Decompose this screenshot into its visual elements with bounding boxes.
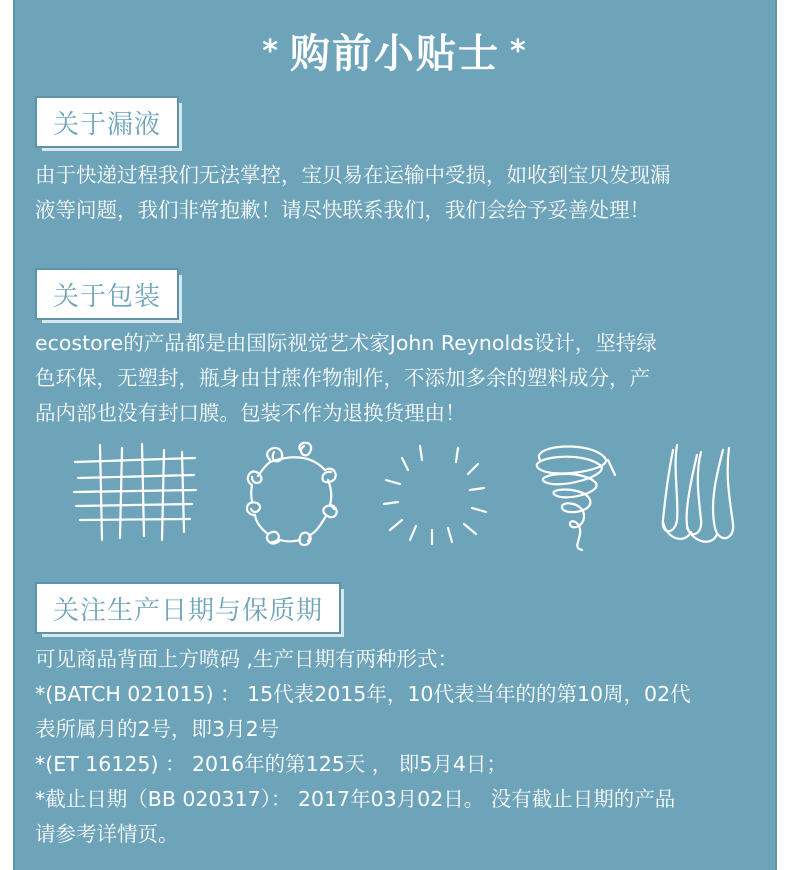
section-body-packaging [35,326,757,431]
burst-doodle-icon [380,440,490,550]
section-heading-packaging: 关于包装 [37,270,177,318]
loops-doodle-icon [655,440,750,550]
swirl-ring-doodle-icon [240,440,350,560]
text-line: 表所属月的2号，即3月2号 [35,717,280,741]
text-line: 由于快递过程我们无法掌控，宝贝易在运输中受损，如收到宝贝发现漏 [35,163,671,187]
text-line: *(ET 16125) ： 2016年的第125天 ， 即5月4日； [35,752,507,776]
text-line: *截止日期（BB 020317）： 2017年03月02日。 没有截止日期的产品 [35,787,676,811]
tornado-doodle-icon [520,440,620,560]
star-icon: * [262,34,280,69]
section-heading-dates: 关注生产日期与保质期 [37,584,339,632]
star-icon: * [510,34,528,69]
page-title [15,22,775,79]
section-heading-leakage: 关于漏液 [37,98,177,146]
text-line: ecostore的产品都是由国际视觉艺术家John Reynolds设计，坚持绿 [35,331,657,355]
text-line: 液等问题，我们非常抱歉！请尽快联系我们，我们会给予妥善处理！ [35,198,650,222]
tips-panel [13,0,777,870]
page-title-text: 购前小贴士 [290,31,500,77]
text-line: 请参考详情页。 [35,822,179,846]
text-line: 品内部也没有封口膜。包装不作为退换货理由！ [35,401,466,425]
crosshatch-doodle-icon [70,440,200,550]
text-line: 色环保，无塑封，瓶身由甘蔗作物制作，不添加多余的塑料成分，产 [35,366,650,390]
doodle-row [70,440,750,560]
section-body-leakage [35,158,757,228]
section-body-dates [35,642,757,852]
text-line: *(BATCH 021015) ： 15代表2015年，10代表当年的的第10周，02代 [35,682,691,706]
text-line: 可见商品背面上方喷码 ,生产日期有两种形式： [35,647,459,671]
